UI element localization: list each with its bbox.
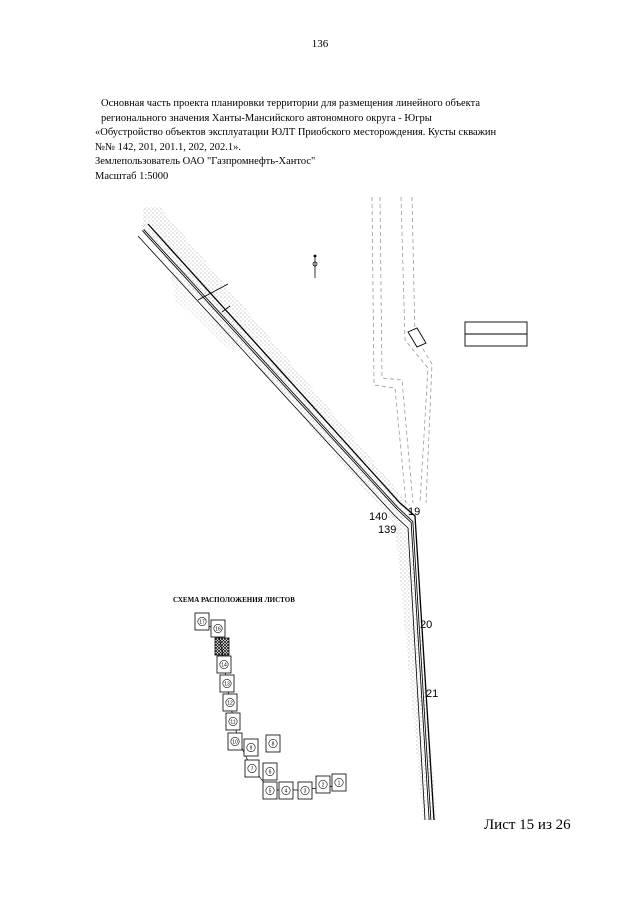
scheme-sheet-cell (215, 638, 229, 655)
scheme-sheet-number: 13 (224, 681, 230, 688)
sheet-layout-scheme (173, 596, 346, 799)
scheme-sheet-cell (211, 620, 225, 637)
scheme-sheet-cell (279, 782, 293, 799)
point-label-139: 139 (378, 524, 397, 536)
scheme-sheet-number: 16 (215, 626, 221, 633)
scheme-sheet-cell (244, 739, 258, 756)
scheme-sheet-number: 3 (303, 788, 307, 795)
scheme-title: СХЕМА РАСПОЛОЖЕНИЯ ЛИСТОВ (173, 596, 295, 604)
benchmark-icon (313, 255, 317, 278)
header-line-5: Землепользователь ОАО "Газпромнефть-Хантос" (95, 156, 316, 168)
road-corridor (372, 197, 432, 503)
header-line-4: №№ 142, 201, 201.1, 202, 202.1». (95, 141, 242, 153)
point-label-19: 19 (408, 506, 421, 518)
scheme-sheet-number: 9 (249, 745, 253, 752)
scheme-sheet-number: 7 (250, 766, 254, 773)
pipeline-route (138, 224, 434, 820)
scheme-sheet-cell (316, 776, 330, 793)
scheme-sheet-number: 14 (221, 662, 227, 669)
scheme-sheet-cell (220, 675, 234, 692)
scheme-sheet-cell (228, 733, 242, 750)
scheme-sheet-cell (298, 782, 312, 799)
scheme-sheet-cell (263, 763, 277, 780)
scheme-sheet-number: 5 (268, 788, 272, 795)
structure-outline (465, 322, 527, 346)
scheme-sheet-number: 17 (199, 619, 205, 626)
header-line-1: Основная часть проекта планировки территории для размещения линейного объекта (101, 98, 481, 109)
point-label-140: 140 (369, 511, 388, 523)
scheme-sheet-cell (266, 735, 280, 752)
scheme-sheet-number: 12 (227, 700, 233, 707)
scheme-sheet-cell (223, 694, 237, 711)
point-label-21: 21 (426, 688, 439, 700)
scheme-sheet-number: 8 (271, 741, 275, 748)
scheme-sheet-number: 4 (284, 788, 288, 795)
sheet-number-label: Лист 15 из 26 (484, 817, 571, 833)
header-line-2: регионального значения Ханты-Мансийского автономного округа - Югры (101, 112, 432, 124)
small-structure (408, 328, 426, 347)
scheme-sheet-cell (263, 782, 277, 799)
point-label-20: 20 (420, 619, 433, 631)
scheme-sheet-number: 6 (268, 769, 272, 776)
page-number: 136 (311, 38, 329, 50)
scheme-sheet-number: 2 (321, 782, 325, 789)
scheme-sheet-number: 11 (230, 719, 236, 726)
scheme-sheet-cell (195, 613, 209, 630)
scheme-sheet-cell (245, 760, 259, 777)
header-line-6: Масштаб 1:5000 (95, 170, 169, 182)
scheme-sheet-cell (226, 713, 240, 730)
scheme-sheet-cell (332, 774, 346, 791)
header-line-3: «Обустройство объектов эксплуатации ЮЛТ Приобского месторождения. Кусты скважин (95, 127, 497, 139)
scheme-sheet-number: 1 (337, 780, 341, 787)
scheme-sheet-cell (217, 656, 231, 673)
scheme-sheet-number: 10 (232, 739, 238, 746)
